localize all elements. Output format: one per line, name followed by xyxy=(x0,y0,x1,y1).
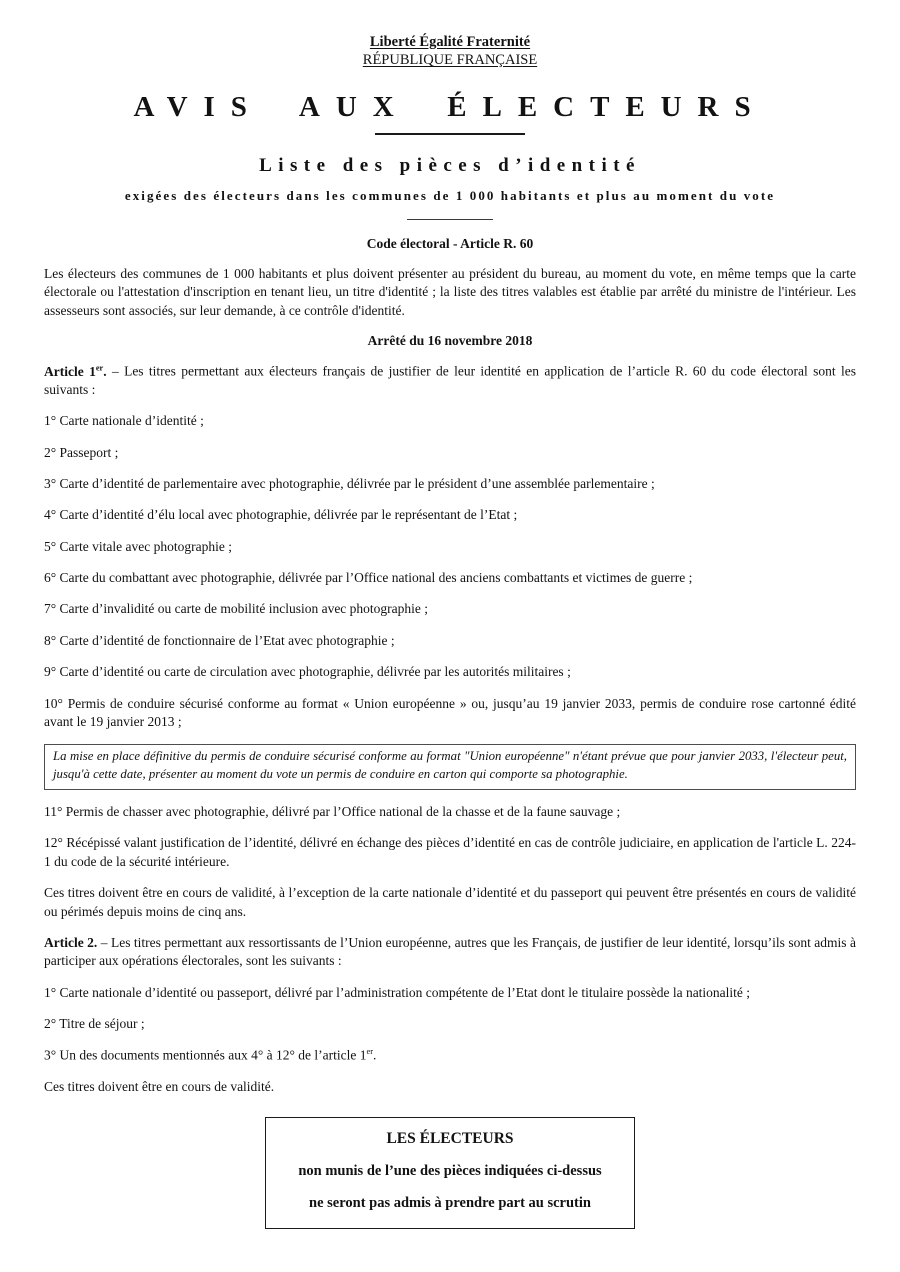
list-item: 1° Carte nationale d’identité ou passeport, délivré par l’administration compétente de l’Etat dont le titulaire possède la nationalité ; xyxy=(44,984,751,1000)
list-item: 8° Carte d’identité de fonctionnaire de l’Etat avec photographie ; xyxy=(44,632,395,648)
list-item: 3° Carte d’identité de parlementaire avec photographie, délivrée par le président d’une assemblée parlementaire ; xyxy=(44,476,655,492)
list-item: 4° Carte d’identité d’élu local avec photographie, délivrée par le représentant de l’Etat ; xyxy=(44,507,518,523)
list-item xyxy=(44,1046,856,1065)
warning-title: LES ÉLECTEURS xyxy=(386,1129,514,1147)
article-1-intro-text: – Les titres permettant aux électeurs français de justifier de leur identité en application de l’article R. 60 du code électoral sont les suivants : xyxy=(44,363,856,397)
list-item: 12° Récépissé valant justification de l’identité, délivré en échange des pièces d’identité en cas de contrôle judiciaire, en application de l'article L. 224-1 du code de la sécurité intérieure. xyxy=(44,835,856,869)
section-divider xyxy=(407,219,493,220)
list-item: 5° Carte vitale avec photographie ; xyxy=(44,538,232,554)
subtitle: Liste des pièces d’identité xyxy=(259,155,641,176)
subtitle-detail: exigées des électeurs dans les communes de 1 000 habitants et plus au moment du vote xyxy=(124,188,776,203)
warning-line: ne seront pas admis à prendre part au scrutin xyxy=(309,1194,591,1211)
article-1-label xyxy=(44,364,107,379)
title-divider xyxy=(375,133,525,135)
article-2-validity: Ces titres doivent être en cours de validité. xyxy=(44,1079,275,1095)
list-item-period: . xyxy=(373,1047,377,1063)
article-2-intro-text: – Les titres permettant aux ressortissants de l’Union européenne, autres que les Français, de justifier de leur identité, lorsqu’ils sont admis à participer aux opérations électorales, sont les suivants : xyxy=(44,934,856,969)
list-item-superscript: er xyxy=(366,1047,373,1057)
code-article-heading: Code électoral - Article R. 60 xyxy=(366,236,534,251)
article-1-label-period: . xyxy=(103,363,107,379)
article-1-validity: Ces titres doivent être en cours de validité, à l’exception de la carte nationale d’identité et du passeport qui peuvent être présentés en cours de validité ou périmés depuis moins de cinq ans. xyxy=(44,885,856,919)
note-box xyxy=(44,744,856,790)
list-item-text: 3° Un des documents mentionnés aux 4° à 12° de l’article 1 xyxy=(44,1047,367,1063)
note-text: La mise en place définitive du permis de conduire sécurisé conforme au format "Union européenne" n'étant prévue que pour janvier 2033, l'électeur peut, jusqu'à cette date, présenter au moment du vote un permis de conduire en carton qui comporte sa photographie. xyxy=(53,749,847,782)
list-item: 6° Carte du combattant avec photographie, délivrée par l’Office national des anciens combattants et victimes de guerre ; xyxy=(44,570,693,586)
republic-name: RÉPUBLIQUE FRANÇAISE xyxy=(362,52,538,68)
motto: Liberté Égalité Fraternité xyxy=(369,34,531,50)
warning-line: non munis de l’une des pièces indiquées ci-dessus xyxy=(298,1162,602,1179)
article-2-label: Article 2. xyxy=(44,934,98,950)
article-1-label-superscript: er xyxy=(95,363,104,373)
list-item: 10° Permis de conduire sécurisé conforme au format « Union européenne » ou, jusqu’au 19 janvier 2033, permis de conduire rose cartonné édité avant le 19 janvier 2013 ; xyxy=(44,695,856,729)
arrete-heading: Arrêté du 16 novembre 2018 xyxy=(367,333,533,349)
list-item: 11° Permis de chasser avec photographie, délivré par l’Office national de la chasse et de la faune sauvage ; xyxy=(44,804,621,820)
article-1-label-text: Article 1 xyxy=(44,363,96,379)
document-header xyxy=(44,34,856,220)
code-article-body: Les électeurs des communes de 1 000 habitants et plus doivent présenter au président du bureau, au moment du vote, en même temps que la carte électorale ou l'attestation d'inscription en tenant lieu, un titre d'identité ; la liste des titres valables est établie par arrêté du ministre de l'intérieur. Les assesseurs sont associés, sur leur demande, à ce contrôle d'identité. xyxy=(44,266,856,318)
list-item: 2° Passeport ; xyxy=(44,444,119,460)
warning-box xyxy=(265,1117,635,1229)
list-item: 2° Titre de séjour ; xyxy=(44,1015,145,1031)
article-2-intro xyxy=(44,934,856,971)
article-1-intro xyxy=(44,362,856,399)
list-item: 1° Carte nationale d’identité ; xyxy=(44,413,204,429)
page-title: AVIS AUX ÉLECTEURS xyxy=(133,91,767,123)
list-item: 7° Carte d’invalidité ou carte de mobilité inclusion avec photographie ; xyxy=(44,601,429,617)
list-item: 9° Carte d’identité ou carte de circulation avec photographie, délivrée par les autorités militaires ; xyxy=(44,664,571,680)
